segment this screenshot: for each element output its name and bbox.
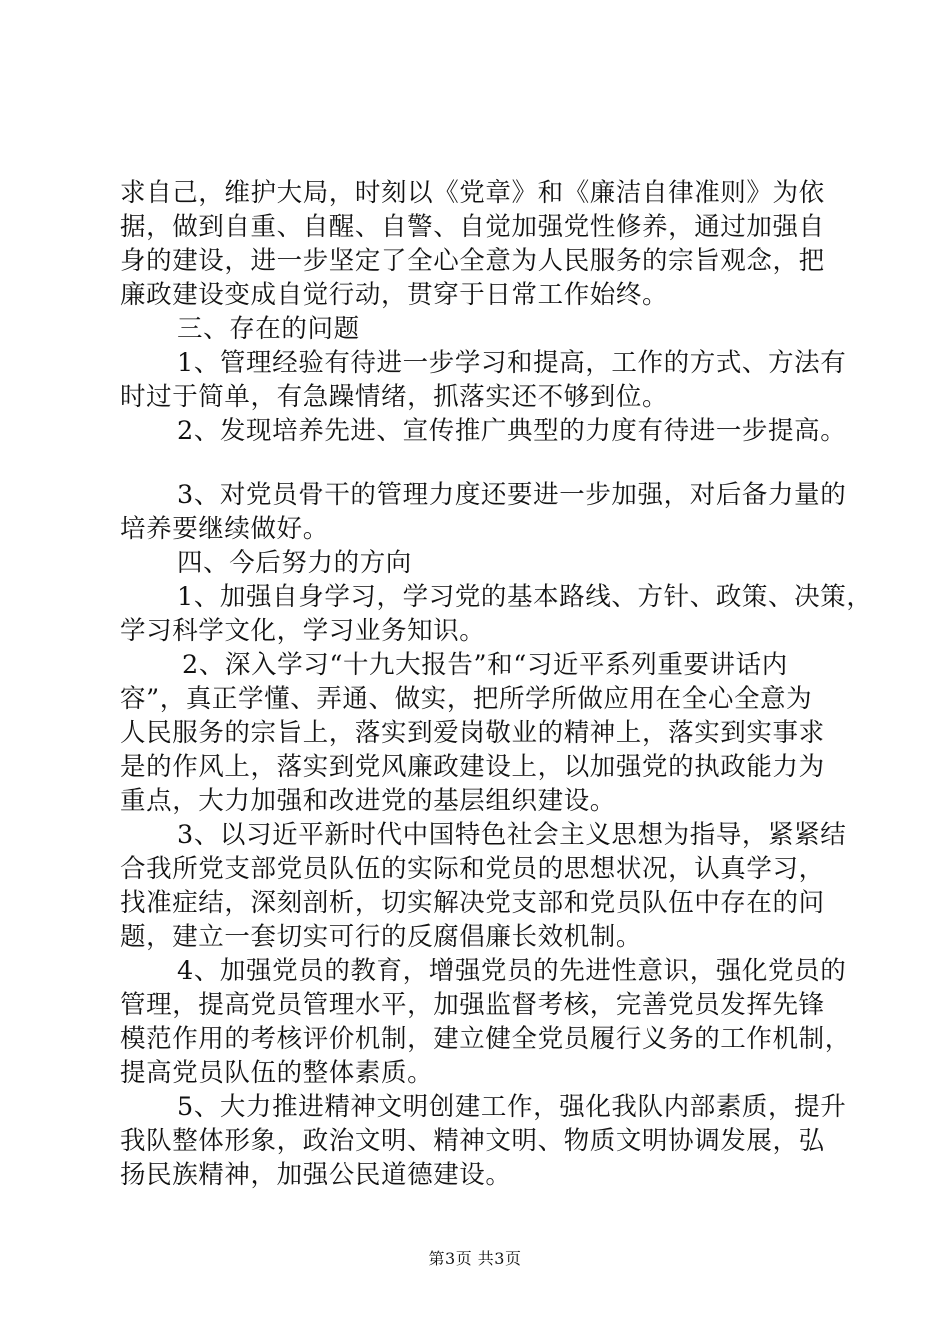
body-text-line: 人民服务的宗旨上，落实到爱岗敬业的精神上，落实到实事求 [120, 718, 825, 748]
body-text-line: 培养要继续做好。 [120, 514, 329, 544]
paragraph-gap [120, 448, 832, 478]
body-text-line: 3、以习近平新时代中国特色社会主义思想为指导，紧紧结 [177, 820, 847, 850]
body-text-line: 管理，提高党员管理水平，加强监督考核，完善党员发挥先锋 [120, 990, 825, 1020]
body-text-line: 1、管理经验有待进一步学习和提高，工作的方式、方法有 [177, 348, 847, 378]
body-text-line: 学习科学文化，学习业务知识。 [120, 616, 486, 646]
body-text-line: 重点，大力加强和改进党的基层组织建设。 [120, 786, 616, 816]
body-text-line: 找准症结，深刻剖析，切实解决党支部和党员队伍中存在的问 [120, 888, 825, 918]
page-number-footer: 第3页 共3页 [428, 1249, 522, 1268]
body-text-line: 4、加强党员的教育，增强党员的先进性意识，强化党员的 [177, 956, 847, 986]
document-body [120, 176, 873, 1192]
body-text-line: 1、加强自身学习，学习党的基本路线、方针、政策、决策， [177, 582, 873, 612]
section-heading-direction: 四、今后努力的方向 [177, 548, 412, 578]
body-text-line: 廉政建设变成自觉行动，贯穿于日常工作始终。 [120, 280, 669, 310]
body-text-line: 身的建设，进一步坚定了全心全意为人民服务的宗旨观念，把 [120, 246, 825, 276]
body-text-line: 扬民族精神，加强公民道德建设。 [120, 1160, 512, 1190]
body-text-line: 求自己，维护大局，时刻以《党章》和《廉洁自律准则》为依 [120, 178, 825, 208]
body-text-line: 2、深入学习“十九大报告”和“习近平系列重要讲话内 [182, 650, 788, 680]
body-text-line: 时过于简单，有急躁情绪，抓落实还不够到位。 [120, 382, 669, 412]
body-text-line: 2、发现培养先进、宣传推广典型的力度有待进一步提高。 [177, 416, 847, 446]
body-text-line: 我队整体形象，政治文明、精神文明、物质文明协调发展，弘 [120, 1126, 825, 1156]
body-text-line: 5、大力推进精神文明创建工作，强化我队内部素质，提升 [177, 1092, 847, 1122]
body-text-line: 提高党员队伍的整体素质。 [120, 1058, 434, 1088]
body-text-line: 模范作用的考核评价机制，建立健全党员履行义务的工作机制， [120, 1024, 851, 1054]
section-heading-problems: 三、存在的问题 [177, 314, 360, 344]
body-text-line: 据，做到自重、自醒、自警、自觉加强党性修养，通过加强自 [120, 212, 825, 242]
body-text-line: 合我所党支部党员队伍的实际和党员的思想状况，认真学习， [120, 854, 825, 884]
body-text-line: 题，建立一套切实可行的反腐倡廉长效机制。 [120, 922, 643, 952]
body-text-line: 3、对党员骨干的管理力度还要进一步加强，对后备力量的 [177, 480, 847, 510]
body-text-line: 是的作风上，落实到党风廉政建设上，以加强党的执政能力为 [120, 752, 825, 782]
body-text-line: 容”，真正学懂、弄通、做实，把所学所做应用在全心全意为 [120, 684, 813, 714]
